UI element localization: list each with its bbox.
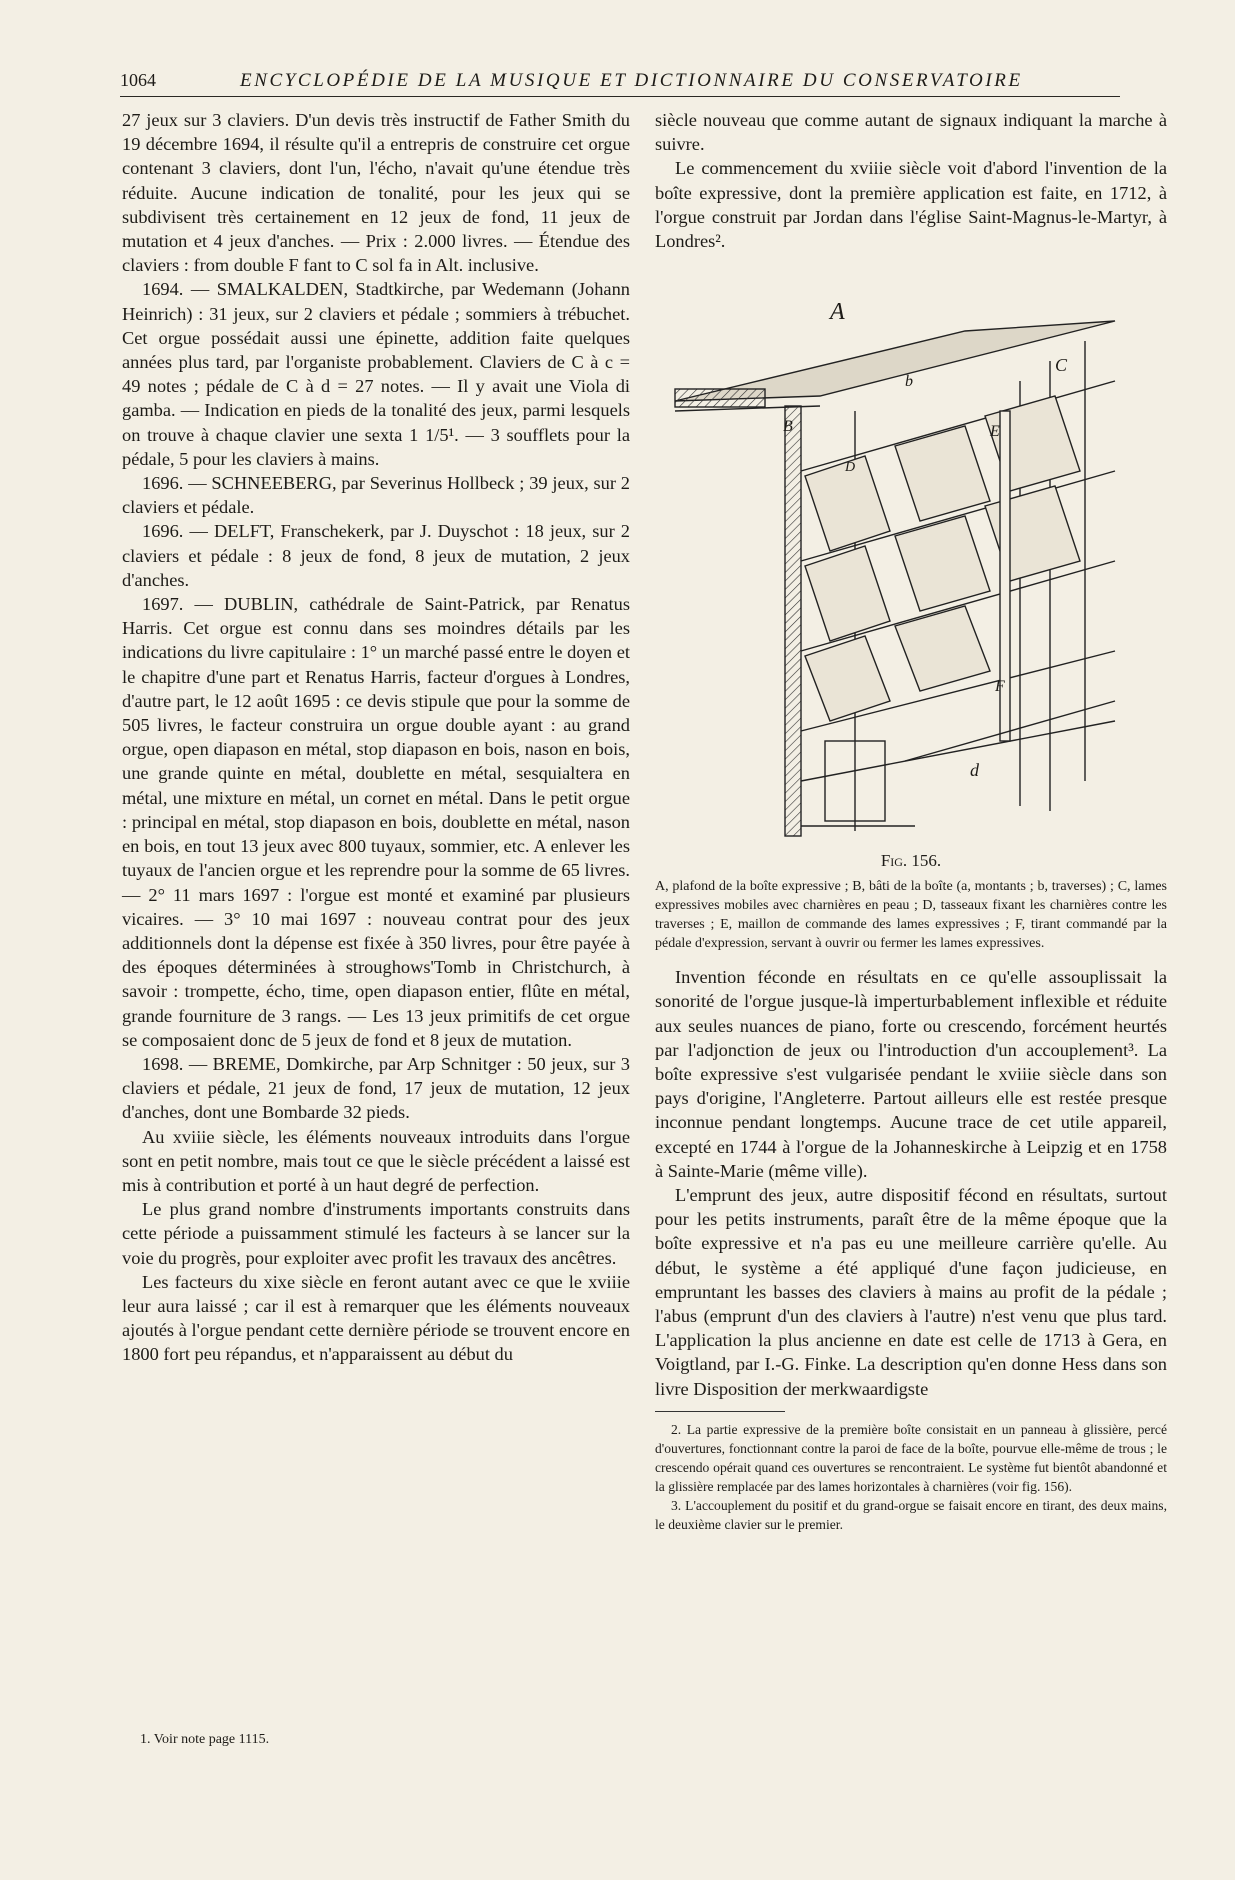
paragraph: Au xviiie siècle, les éléments nouveaux introduits dans l'orgue sont en petit nombre, mais tout ce que le siècle précédent a laissé est mis à contribution et porté à un haut degré de perfection. (122, 1126, 630, 1195)
label-B: B (783, 418, 793, 436)
label-b: b (905, 373, 913, 391)
footnote-3: 3. L'accouplement du positif et du grand-orgue se faisait encore en tirant, des deux mains, le deuxième clavier sur le premier. (655, 1497, 1167, 1532)
right-column (655, 108, 1167, 1534)
label-E: E (990, 423, 1000, 441)
label-C: C (1055, 355, 1068, 376)
page-number: 1064 (120, 70, 156, 90)
paragraph: 1698. — BREME, Domkirche, par Arp Schnitger : 50 jeux, sur 3 claviers et pédale, 21 jeux de fond, 17 jeux de mutation, 12 jeux d'anches, dont une Bombarde 32 pieds. (122, 1053, 630, 1123)
left-column (122, 108, 630, 1367)
paragraph: 27 jeux sur 3 claviers. D'un devis très instructif de Father Smith du 19 décembre 1694, il résulte qu'il a entrepris de construire cet orgue contenant 3 claviers, dont l'un, l'écho, n'avait qu'une étendue très réduite. Aucune indication de tonalité, pour les jeux qui se subdivisent très certainement en 12 jeux de fond, 11 jeux de mutation et 4 jeux d'anches. — Prix : 2.000 livres. — Étendue des claviers : from double F fant to C sol fa in Alt. inclusive. (122, 110, 630, 276)
paragraph: Les facteurs du xixe siècle en feront autant avec ce que le xviiie leur aura laissé ; car il est à remarquer que les éléments nouveaux ajoutés à l'orgue pendant cette dernière période se trouvent encore en 1800 fort peu répandus, et n'apparaissent au début du (122, 1271, 630, 1365)
footnote-1: 1. Voir note page 1115. (140, 1732, 270, 1747)
label-d: d (970, 760, 979, 781)
paragraph: 1696. — DELFT, Franschekerk, par J. Duyschot : 18 jeux, sur 2 claviers et pédale : 8 jeux de fond, 8 jeux de mutation, 2 jeux d'anches. (122, 521, 630, 590)
label-F: F (995, 678, 1005, 696)
paragraph: Le plus grand nombre d'instruments importants construits dans cette période a puissamment stimulé les facteurs à se lancer sur la voie du progrès, pour exploiter avec profit les travaux des ancêtres. (122, 1199, 630, 1268)
figure-title: Fig. 156. (880, 851, 942, 871)
paragraph: siècle nouveau que comme autant de signaux indiquant la marche à suivre. (655, 110, 1167, 155)
paragraph: Le commencement du xviiie siècle voit d'abord l'invention de la boîte expressive, dont la première application est faite, en 1712, à l'orgue construit par Jordan dans l'église Saint-Magnus-le-Martyr, à Londres². (655, 158, 1167, 252)
label-A: A (830, 299, 845, 326)
running-title: ENCYCLOPÉDIE DE LA MUSIQUE ET DICTIONNAIRE DU CONSERVATOIRE (240, 70, 1023, 91)
footnote-2: 2. La partie expressive de la première boîte consistait en un panneau à glissière, percé d'ouvertures, fonctionnant contre la paroi de face de la boîte, pourvue elle-même de trous ; le crescendo opérait quand ces ouvertures se rencontraient. Le système fut bientôt abandonné et la glissière remplacée par des lames horizontales à charnières (voir fig. 156). (655, 1421, 1167, 1494)
paragraph: 1697. — DUBLIN, cathédrale de Saint-Patrick, par Renatus Harris. Cet orgue est connu dans ses moindres détails par les indications du livre capitulaire : 1° un marché passé entre le doyen et le chapitre d'une part et Renatus Harris, facteur d'orgues à Londres, d'autre part, le 12 août 1695 : ce devis stipule que pour la somme de 505 livres, le facteur construira un orgue double ayant : au grand orgue, open diapason en métal, stop diapason en bois, nason en bois, une grande quinte en métal, doublette en métal, sesquialtera en métal, une mixture en métal, un cornet en métal. Dans le petit orgue : principal en métal, stop diapason en bois, doublette en métal, nason en bois, en tout 13 jeux avec 800 tuyaux, sommier, etc. A enlever les tuyaux de l'ancien orgue et les reprendre pour la somme de 65 livres. — 2° 11 mars 1697 : l'orgue est monté et examiné par plusieurs vicaires. — 3° 10 mai 1697 : nouveau contrat pour des jeux additionnels dont la dépense est fixée à 350 livres, pour être payée à des époques déterminées à stroughows'Tomb in Christchurch, à savoir : trompette, écho, time, open diapason entier, flûte en métal, grande fourniture de 3 rangs. — Les 13 jeux primitifs de cet orgue se composaient donc de 5 jeux de fond et 8 jeux de mutation. (122, 594, 630, 1050)
swell-box-illustration (655, 261, 1167, 851)
figure-caption: A, plafond de la boîte expressive ; B, bâti de la boîte (a, montants ; b, traverses) ; C, lames expressives mobiles avec charnières en peau ; D, tasseaux fixant les charnières contre les traverses ; E, maillon de commande des lames expressives ; F, tirant commandé par la pédale d'expression, servant à ouvrir ou fermer les lames expressives. (655, 879, 1167, 952)
footnote-divider (655, 1411, 785, 1412)
figure-156 (655, 261, 1167, 851)
label-D: D (845, 460, 856, 476)
paragraph: 1694. — SMALKALDEN, Stadtkirche, par Wedemann (Johann Heinrich) : 31 jeux, sur 2 claviers et pédale ; sommiers à trébuchet. Cet orgue possédait aussi une épinette, addition faite quelques années plus tard, par l'organiste probablement. Claviers de C à c = 49 notes ; pédale de C à d = 27 notes. — Il y avait une Viola di gamba. — Indication en pieds de la tonalité des jeux, parmi lesquels on trouve à chaque clavier une sexta 1 1/5¹. — 3 soufflets pour la pédale, 5 pour les claviers à mains. (122, 279, 630, 469)
page-header (120, 70, 1120, 97)
paragraph: Invention féconde en résultats en ce qu'elle assouplissait la sonorité de l'orgue jusque-là imperturbablement inflexible et réduite aux seules nuances de piano, forte ou crescendo, forcément heurtés par l'adjonction de jeux ou l'introduction d'un accouplement³. La boîte expressive s'est vulgarisée pendant le xviiie siècle dans son pays d'origine, l'Angleterre. Partout ailleurs elle est restée presque inconnue pendant longtemps. Aucune trace de cet utile appareil, excepté en 1744 à l'orgue de la Johanneskirche à Leipzig et en 1758 à Sainte-Marie (même ville). (655, 967, 1167, 1181)
paragraph: L'emprunt des jeux, autre dispositif fécond en résultats, surtout pour les petits instruments, paraît être de la même époque que la boîte expressive et n'a pas eu une meilleure carrière qu'elle. Au début, le système a été appliqué d'une façon judicieuse, en empruntant les basses des claviers à mains au profit de la pédale ; l'abus (emprunt d'un des claviers à l'autre) n'est venu que plus tard. L'application la plus ancienne en date est celle de 1713 à Gera, en Voigtland, par I.-G. Finke. La description qu'en donne Hess dans son livre Disposition der merkwaardigste (655, 1185, 1167, 1399)
paragraph: 1696. — SCHNEEBERG, par Severinus Hollbeck ; 39 jeux, sur 2 claviers et pédale. (122, 473, 630, 518)
